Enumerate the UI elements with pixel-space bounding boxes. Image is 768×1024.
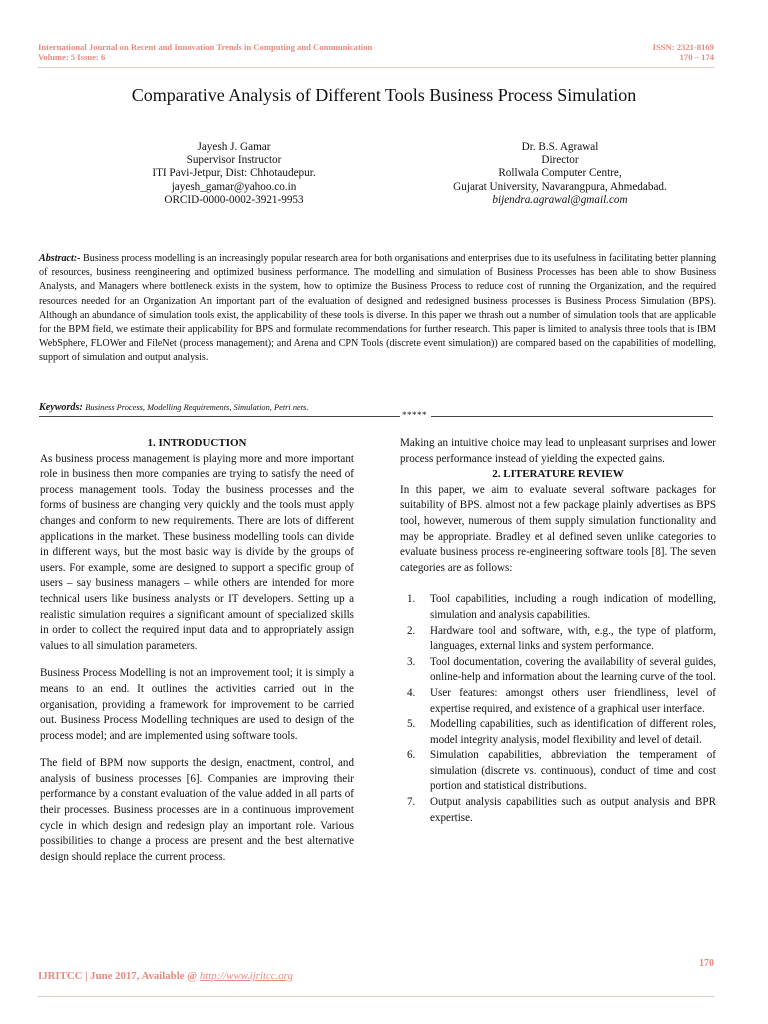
list-item: 5. Modelling capabilities, such as identification of different roles, model integrity analysis, model flexibility and level of detail.: [407, 718, 716, 746]
keywords-label: Keywords: [39, 402, 80, 413]
author-2-university: Gujarat University, Navarangpura, Ahmedabad.: [453, 180, 667, 193]
intro-paragraph-2: Business Process Modelling is not an improvement tool; it is simply a means to an end. It outlines the activities carried out in the organisation, providing a framework for improvement to be carried out. Business Process Modelling techniques are used to design of the process model; and are implemented using software tools.: [40, 667, 354, 742]
abstract-label: Abstract:-: [39, 253, 81, 264]
separator-stars: *****: [402, 410, 427, 420]
journal-pages: 170 – 174: [679, 52, 714, 62]
keywords-text: Business Process, Modelling Requirements, Simulation, Petri nets.: [85, 403, 309, 412]
author-block-2: [420, 141, 700, 207]
criteria-list: [400, 592, 716, 826]
separator-line-left: [39, 416, 400, 417]
author-1-orcid: ORCID-0000-0002-3921-9953: [164, 193, 304, 206]
list-item: 4. User features: amongst others user friendliness, level of expertise required, and existence of a graphical user interface.: [407, 686, 716, 715]
page-number: 170: [699, 958, 714, 969]
journal-name: International Journal on Recent and Innovation Trends in Computing and Communication: [38, 42, 373, 52]
author-block-1: [104, 141, 364, 207]
paper-title: Comparative Analysis of Different Tools Business Process Simulation: [131, 85, 637, 105]
intro-paragraph-3: The field of BPM now supports the design, enactment, control, and analysis of business processes [6]. Companies are improving their performance by a constant evaluation of the value added in all parts of their processes. Business processes are in a continuous improvement cycle in which design and redesign play an important role. Various possibilities to change a process are present and the best alternative design should replace the current process.: [40, 757, 354, 863]
keywords: Keywords: Business Process, Modelling Requirements, Simulation, Petri nets.: [39, 402, 309, 413]
author-2-position: Director: [541, 154, 579, 167]
introduction-heading: 1. INTRODUCTION: [147, 437, 247, 449]
abstract: [39, 252, 716, 366]
separator-line-right: [431, 416, 713, 417]
list-item: 7. Output analysis capabilities such as output analysis and BPR expertise.: [407, 796, 716, 824]
journal-issn: ISSN: 2321-8169: [652, 42, 714, 52]
right-column: [400, 436, 716, 826]
author-2-name: Dr. B.S. Agrawal: [521, 141, 599, 153]
intro-continuation: Making an intuitive choice may lead to unpleasant surprises and lower process performance instead of yielding the expected gains.: [400, 437, 716, 465]
section-separator: [39, 411, 713, 423]
footer-link[interactable]: http://www.ijritcc.org: [199, 970, 293, 982]
author-1-email[interactable]: jayesh_gamar@yahoo.co.in: [171, 180, 297, 193]
list-item: 3. Tool documentation, covering the availability of several guides, online-help and information about the learning curve of the tool.: [407, 655, 716, 684]
list-item: 1. Tool capabilities, including a rough indication of modelling, simulation and analysis capabilities.: [407, 593, 716, 621]
literature-paragraph-1: In this paper, we aim to evaluate several software packages for suitability of BPS. almost not a few package plainly advertises as BPS tool, however, numerous of them supply simulation functionality and may be appropriate. Bradley et al defined seven unlike categories to evaluate business process re-engineering software tools [8]. The seven categories are as follows:: [400, 483, 716, 574]
author-2-affiliation: Rollwala Computer Centre,: [498, 167, 622, 180]
author-1-affiliation: ITI Pavi-Jetpur, Dist: Chhotaudepur.: [152, 167, 316, 180]
left-column: [40, 436, 354, 865]
list-item: 2. Hardware tool and software, with, e.g., the type of platform, languages, external links and system performance.: [407, 624, 716, 653]
intro-paragraph-1: As business process management is playing more and more important role in business then more companies are trying to satisfy the need of process management tools. Today the business processes and the forms of business are changing very quickly and the tools must apply changes and conform to new requirements. There are lots of different applications in the market. These business modelling tools can divide in different ways, but the most basic way is divide by the groups of users. For example, some are designed to support a specific group of users – say business managers – while others are intended for more technical users like business analysts or IT developers. Setting up a realistic simulation requires a significant amount of specialized skills in order to collect the required input data and to appropriately assign values to all simulation parameters.: [40, 452, 354, 652]
abstract-text: Business process modelling is an increasingly popular research area for both organisations and enterprises due to its usefulness in facilitating better planning of resources, business reengineering and optimized business performance. The modelling and simulation of Business Processes has been able to show Business Analysts, and Managers where bottleneck exists in the system, how to optimize the Business Process to reduce cost of running the Organization, and the required resources needed for an Organization An important part of the evaluation of designed and redesigned business processes is Business Process Simulation (BPS). Although an abundance of simulation tools exist, the applicability of these tools is diverse. In this paper we thrash out a number of simulation tools that are applicable for the BPM field, we estimate their applicability for BPS and formulate recommendations for further research. This paper is limited to analysis three tools that is IBM WebSphere, FLOWer and FileNet (process management); and Arena and CPN Tools (discrete event simulation)) are compared based on the capabilities of modelling, support of simulation and output analysis.: [39, 253, 716, 364]
author-1-position: Supervisor Instructor: [186, 154, 282, 167]
list-item: 6. Simulation capabilities, abbreviation the temperament of simulation (discrete vs. continuous), conduct of time and cost portion and statistical distributions.: [407, 749, 716, 793]
footer: [38, 970, 293, 982]
author-2-email[interactable]: bijendra.agrawal@gmail.com: [492, 193, 628, 206]
journal-volume: Volume: 5 Issue: 6: [38, 52, 106, 62]
footer-divider: [38, 996, 714, 997]
literature-review-heading: 2. LITERATURE REVIEW: [492, 468, 624, 481]
header-divider: [38, 67, 714, 68]
footer-text: IJRITCC | June 2017, Available @: [38, 970, 200, 982]
author-1-name: Jayesh J. Gamar: [197, 141, 271, 153]
